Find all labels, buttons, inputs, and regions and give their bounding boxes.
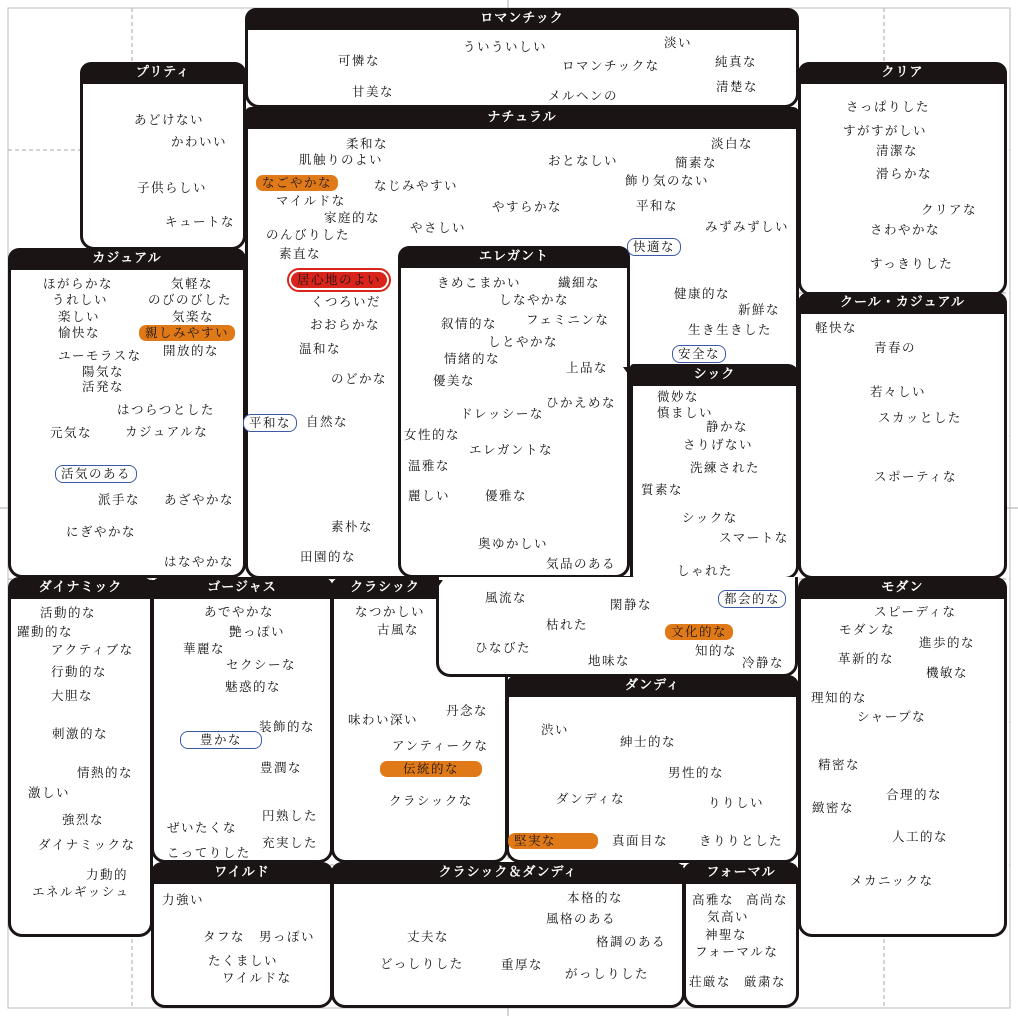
word: 情緒的な [444,351,501,366]
word: 素直な [279,246,322,261]
word: おおらかな [310,317,381,332]
word: 優雅な [485,488,528,503]
word-highlight-blue: 活気のある [55,465,137,483]
word: 地味な [588,653,631,668]
word: 艶っぽい [229,624,286,639]
word: しゃれた [677,563,734,578]
word: カジュアルな [125,424,209,439]
word: 微妙な [657,389,700,404]
word-highlight-orange: 堅実な [508,833,598,849]
group-title-natural: ナチュラル [245,107,799,129]
word: やさしい [410,220,467,235]
word: 素朴な [331,519,374,534]
word: 自然な [306,414,349,429]
word: 平和な [636,198,679,213]
word: 理知的な [811,690,868,705]
word: エネルギッシュ [32,884,130,899]
word: 冷静な [742,655,785,670]
word: りりしい [708,795,765,810]
word-highlight-orange: 伝統的な [380,761,482,777]
word: あざやかな [164,492,235,507]
word: 温和な [299,341,342,356]
word: 緻密な [812,800,855,815]
word: しとやかな [488,334,559,349]
word: 洗練された [690,460,761,475]
group-title-casual: カジュアル [8,248,246,270]
word: 格調のある [596,934,667,949]
word: 男っぽい [259,929,316,944]
word: さわやかな [870,222,941,237]
word: マイルドな [276,193,346,208]
word: アクティブな [51,642,134,657]
word: 知的な [695,643,738,658]
word: 重厚な [501,957,544,972]
word: 健康的な [674,286,731,301]
word: なつかしい [355,604,426,619]
word: あどけない [134,112,205,127]
word: 元気な [50,425,93,440]
word: フェミニンな [526,312,610,327]
word: はつらつとした [117,402,215,417]
word-highlight-orange: 文化的な [665,624,733,640]
word: がっしりした [565,966,650,981]
word: ロマンチックな [562,58,660,73]
word: 軽快な [815,320,858,335]
word: 大胆な [51,688,94,703]
word: スカッとした [878,410,962,425]
word: はなやかな [164,554,235,569]
word: 派手な [98,492,141,507]
word: のんびりした [266,227,351,242]
word: スマートな [719,530,789,545]
word: 高尚な [746,892,789,907]
word-highlight-red: 居心地のよい [291,272,387,288]
word-highlight-blue: 快適な [627,238,681,256]
word: なじみやすい [374,178,459,193]
word: 滑らかな [876,166,933,181]
word-highlight-blue: 安全な [672,345,726,363]
word: 風格のある [546,911,617,926]
word: 味わい深い [348,712,419,727]
group-title-classic-dandy: クラシック＆ダンディ [331,862,685,884]
word: メルヘンの [548,88,619,103]
word: ひかえめな [546,395,617,410]
group-title-formal: フォーマル [683,862,799,884]
word: 繊細な [558,275,601,290]
word: ほがらかな [43,276,114,291]
word: ダイナミックな [38,837,136,852]
word: 丈夫な [407,929,450,944]
word: のどかな [331,371,388,386]
word: 清楚な [716,79,759,94]
word: 情熱的な [77,765,134,780]
group-title-chic: シック [630,364,799,386]
word: クリアな [921,202,978,217]
word-highlight-blue: 豊かな [180,731,262,749]
word: 閑静な [610,597,653,612]
group-title-dandy: ダンディ [506,675,799,697]
word: 優美な [433,373,476,388]
word: 行動的な [51,664,108,679]
word: 革新的な [838,651,895,666]
word: 奥ゆかしい [478,536,549,551]
arrow-marker [623,367,633,374]
arrow-marker [433,580,443,587]
word: 楽しい [58,309,101,324]
word: のびのびした [148,292,233,307]
word: 装飾的な [259,719,316,734]
word: どっしりした [380,956,464,971]
word: 渋い [541,722,570,737]
word: 青春の [874,340,917,355]
word: モダンな [839,622,896,637]
word: 麗しい [408,488,451,503]
word: 刺激的な [52,726,109,741]
group-title-pretty: プリティ [80,62,246,84]
word: 風流な [485,590,528,605]
word: 精密な [818,757,861,772]
word: 力動的 [86,867,129,882]
word: 古風な [377,622,420,637]
word: エレガントな [469,442,554,457]
group-title-gorgeous: ゴージャス [151,577,333,599]
word: 強烈な [62,812,105,827]
word: 簡素な [675,155,718,170]
word: すがすがしい [843,123,928,138]
word: きりりとした [699,833,784,848]
word: シックな [682,510,738,525]
word: 本格的な [567,890,624,905]
word: 活動的な [40,605,97,620]
word: 真面目な [612,833,669,848]
word: たくましい [208,953,279,968]
word: にぎやかな [66,524,137,539]
word: 丹念な [446,703,489,718]
word: スピーディな [874,604,957,619]
word: 荘厳な [689,974,732,989]
word: 清潔な [876,143,919,158]
word: みずみずしい [705,219,790,234]
word: 気軽な [171,276,214,291]
group-title-modern: モダン [798,577,1007,599]
word: クラシックな [389,793,473,808]
word: 躍動的な [17,624,74,639]
word: 豊潤な [260,760,303,775]
word: 厳粛な [744,974,787,989]
word: 華麗な [183,641,226,656]
arrow-marker [674,865,684,872]
word: 淡い [664,35,693,50]
word: おとなしい [548,153,619,168]
word: 神聖な [705,927,748,942]
word: ダンディな [556,791,626,806]
word: タフな [203,929,246,944]
word: 愉快な [58,325,101,340]
word: 気楽な [172,309,215,324]
word: さっぱりした [846,99,931,114]
word: 純真な [715,54,758,69]
word: やすらかな [492,199,563,214]
group-title-romantic: ロマンチック [245,8,799,30]
word: 機敏な [926,665,969,680]
word: くつろいだ [311,294,382,309]
word: 淡白な [711,136,754,151]
word: 慎ましい [657,405,714,420]
word: 柔和な [346,136,389,151]
word: ドレッシーな [460,406,544,421]
word: しなやかな [499,292,570,307]
word: 静かな [706,419,749,434]
word: 活発な [82,379,125,394]
word: 家庭的な [324,210,381,225]
group-title-wild: ワイルド [151,862,333,884]
word: 魅惑的な [225,679,282,694]
word: 肌触りのよい [299,152,384,167]
word: ひなびた [475,640,532,655]
word: 女性的な [404,427,461,442]
word: 上品な [566,360,609,375]
word: 気品のある [546,556,617,571]
word: 甘美な [352,84,395,99]
word: セクシーな [226,657,297,672]
word: ぜいたくな [167,820,238,835]
word: 充実した [262,835,319,850]
word: スポーティな [874,469,958,484]
word: すっきりした [870,256,954,271]
word: フォーマルな [695,944,779,959]
word: きめこまかい [437,275,522,290]
word: 進歩的な [919,635,976,650]
word: 男性的な [668,765,725,780]
word: 人工的な [892,829,949,844]
word: 高雅な [692,892,735,907]
word: あでやかな [204,604,275,619]
word: 子供らしい [137,180,208,195]
word-highlight-orange: 親しみやすい [139,325,235,341]
group-title-classic: クラシック [331,577,439,599]
word-highlight-blue: 都会的な [718,590,786,608]
arrow-marker [146,580,156,587]
group-title-dynamic: ダイナミック [8,577,153,599]
word: 紳士的な [620,734,677,749]
word: 力強い [162,892,205,907]
word: 若々しい [870,384,927,399]
word: 叙情的な [441,316,498,331]
group-title-elegant: エレガント [398,246,630,268]
word: ういういしい [463,39,548,54]
word: 飾り気のない [625,173,710,188]
word: 開放的な [163,343,220,358]
word: さりげない [683,437,754,452]
word: ユーモラスな [58,348,142,363]
word: 円熟した [262,808,319,823]
word: シャープな [857,709,927,724]
group-title-cool-casual: クール・カジュアル [798,292,1007,314]
word: 枯れた [546,617,589,632]
group-title-clear: クリア [798,62,1007,84]
word: メカニックな [850,873,934,888]
word: 温雅な [408,458,451,473]
word: 陽気な [82,364,125,379]
word-highlight-orange: なごやかな [256,175,338,191]
word: ワイルドな [222,970,292,985]
word: 田園的な [300,549,357,564]
word: 生き生きした [688,322,773,337]
word-highlight-blue: 平和な [243,414,297,432]
word: 激しい [28,785,71,800]
word: 新鮮な [738,302,781,317]
word: キュートな [165,214,236,229]
word: かわいい [171,134,228,149]
word: 気高い [707,909,750,924]
word: うれしい [52,292,109,307]
word: 合理的な [886,787,943,802]
word: アンティークな [392,738,489,753]
word: こってりした [167,845,251,860]
word: 質素な [641,482,684,497]
word: 可憐な [338,53,381,68]
